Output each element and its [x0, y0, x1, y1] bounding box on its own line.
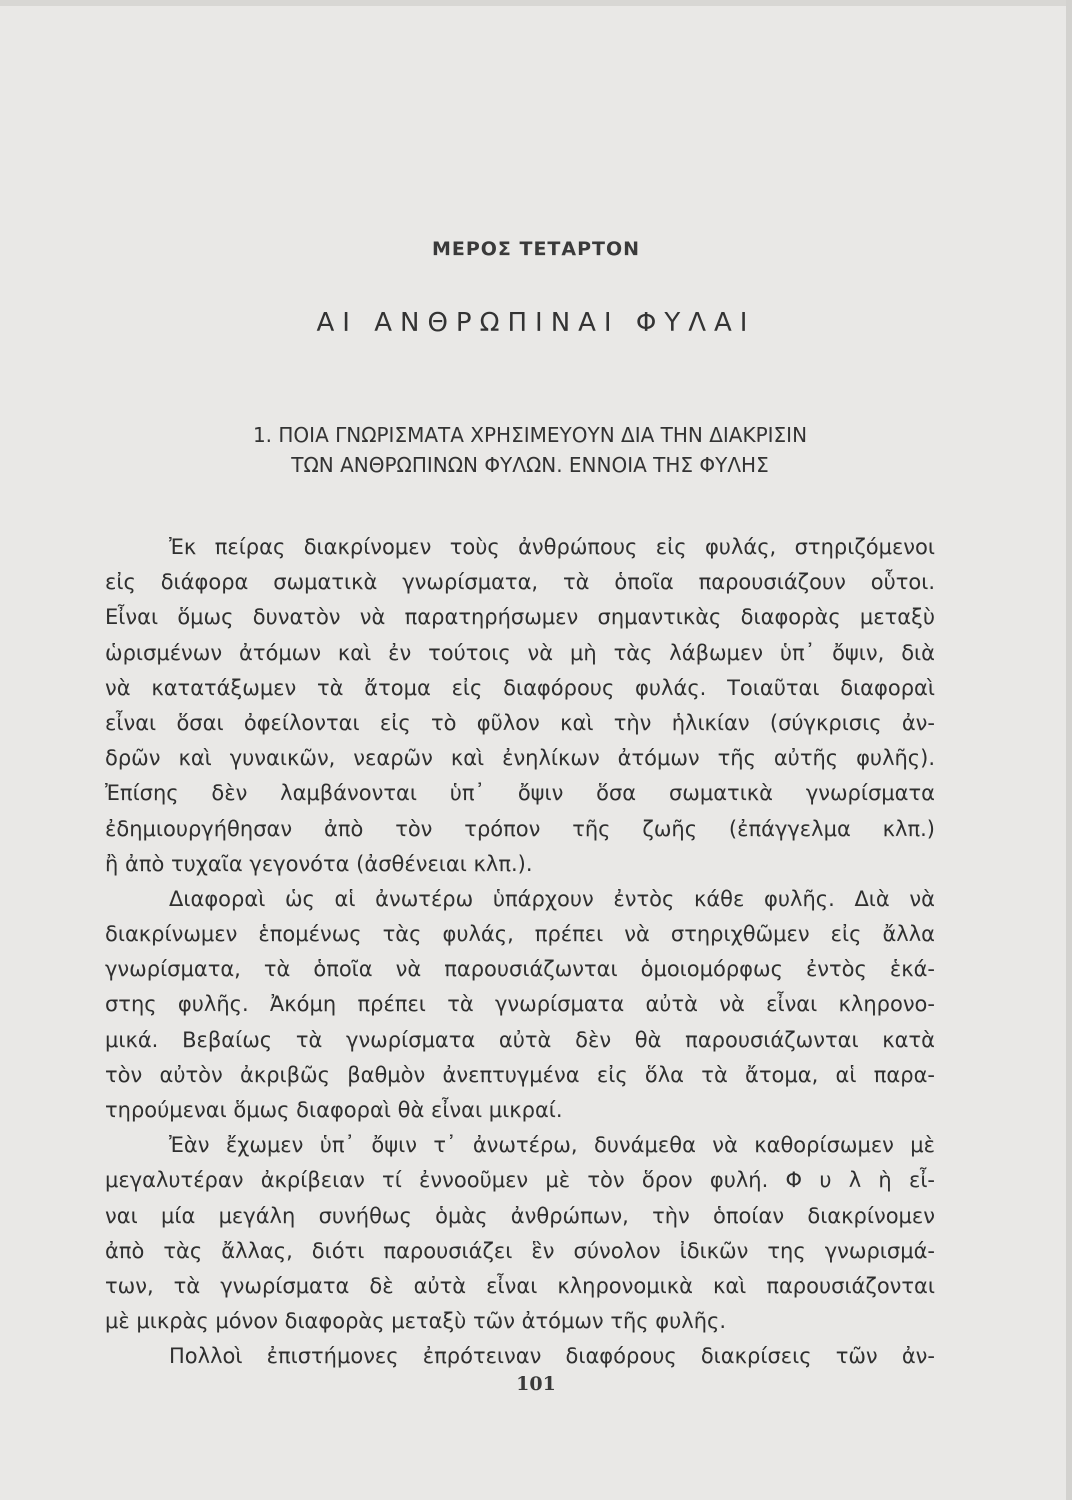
text-line: Εἶναι ὅμως δυνατὸν νὰ παρατηρήσωμεν σημαντικὰς διαφορὰς μεταξὺ [105, 605, 935, 630]
text-line: στης φυλῆς. Ἀκόμη πρέπει τὰ γνωρίσματα αὐτὰ νὰ εἶναι κληρονο- [105, 992, 935, 1017]
text-line: δρῶν καὶ γυναικῶν, νεαρῶν καὶ ἐνηλίκων ἀτόμων τῆς αὐτῆς φυλῆς). [105, 746, 935, 771]
text-line: ἀπὸ τὰς ἄλλας, διότι παρουσιάζει ἓν σύνολον ἰδικῶν της γνωρισμά- [105, 1238, 935, 1263]
page-number: 101 [516, 1373, 556, 1395]
page-edge-right [1066, 0, 1072, 1500]
text-line: εἶναι ὅσαι ὀφείλονται εἰς τὸ φῦλον καὶ τὴν ἡλικίαν (σύγκρισις ἀν- [105, 710, 935, 735]
text-line: τὸν αὐτὸν ἀκριβῶς βαθμὸν ἀνεπτυγμένα εἰς ὅλα τὰ ἄτομα, αἱ παρα- [105, 1062, 935, 1087]
text-line: νὰ κατατάξωμεν τὰ ἄτομα εἰς διαφόρους φυλάς. Τοιαῦται διαφοραὶ [105, 675, 935, 700]
text-line: τηρούμεναι ὅμως διαφοραὶ θὰ εἶναι μικραί. [105, 1098, 563, 1122]
section-heading-line: ΤΩΝ ΑΝΘΡΩΠΙΝΩΝ ΦΥΛΩΝ. ΕΝΝΟΙΑ ΤΗΣ ΦΥΛΗΣ [291, 453, 769, 477]
text-line: ναι μία μεγάλη συνήθως ὁμὰς ἀνθρώπων, τὴν ὁποίαν διακρίνομεν [105, 1203, 935, 1228]
text-line: Ἐὰν ἔχωμεν ὑπ᾽ ὄψιν τ᾽ ἀνωτέρω, δυνάμεθα νὰ καθορίσωμεν μὲ [169, 1133, 935, 1158]
page-edge [0, 0, 1072, 6]
text-line: Διαφοραὶ ὡς αἱ ἀνωτέρω ὑπάρχουν ἐντὸς κάθε φυλῆς. Διὰ νὰ [169, 886, 935, 911]
part-heading: ΜΕΡΟΣ ΤΕΤΑΡΤΟΝ [431, 238, 641, 260]
section-heading-line: 1. ΠΟΙΑ ΓΝΩΡΙΣΜΑΤΑ ΧΡΗΣΙΜΕΥΟΥΝ ΔΙΑ ΤΗΝ ΔΙΑΚΡΙΣΙΝ [252, 423, 808, 447]
text-line: διακρίνωμεν ἑπομένως τὰς φυλάς, πρέπει νὰ στηριχθῶμεν εἰς ἄλλα [105, 922, 935, 947]
text-line: Ἐκ πείρας διακρίνομεν τοὺς ἀνθρώπους εἰς φυλάς, στηριζόμενοι [169, 535, 935, 559]
text-line: μικά. Βεβαίως τὰ γνωρίσματα αὐτὰ δὲν θὰ παρουσιάζωνται κατὰ [105, 1027, 935, 1052]
text-line: ὡρισμένων ἀτόμων καὶ ἐν τούτοις νὰ μὴ τὰς λάβωμεν ὑπ᾽ ὄψιν, διὰ [105, 640, 935, 665]
text-line: Πολλοὶ ἐπιστήμονες ἐπρότειναν διαφόρους διακρίσεις τῶν ἀν- [169, 1344, 935, 1369]
text-line: των, τὰ γνωρίσματα δὲ αὐτὰ εἶναι κληρονομικὰ καὶ παρουσιάζονται [105, 1273, 935, 1298]
text-line: μὲ μικρὰς μόνον διαφορὰς μεταξὺ τῶν ἀτόμων τῆς φυλῆς. [105, 1309, 727, 1334]
text-line: μεγαλυτέραν ἀκρίβειαν τί ἐννοοῦμεν μὲ τὸν ὅρον φυλή. Φ υ λ ὴ εἶ- [105, 1168, 935, 1193]
section-heading [150, 420, 910, 480]
chapter-title: ΑΙ ΑΝΘΡΩΠΙΝΑΙ ΦΥΛΑΙ [316, 308, 756, 338]
text-line: εἰς διάφορα σωματικὰ γνωρίσματα, τὰ ὁποῖα παρουσιάζουν οὗτοι. [105, 570, 935, 595]
text-line: ἢ ἀπὸ τυχαῖα γεγονότα (ἀσθένειαι κλπ.). [105, 851, 533, 876]
body-text [105, 530, 935, 1375]
text-line: Ἐπίσης δὲν λαμβάνονται ὑπ᾽ ὄψιν ὅσα σωματικὰ γνωρίσματα [105, 781, 935, 806]
text-line: ἐδημιουργήθησαν ἀπὸ τὸν τρόπον τῆς ζωῆς (ἐπάγγελμα κλπ.) [105, 816, 935, 841]
text-line: γνωρίσματα, τὰ ὁποῖα νὰ παρουσιάζωνται ὁμοιομόρφως ἐντὸς ἑκά- [105, 957, 935, 982]
